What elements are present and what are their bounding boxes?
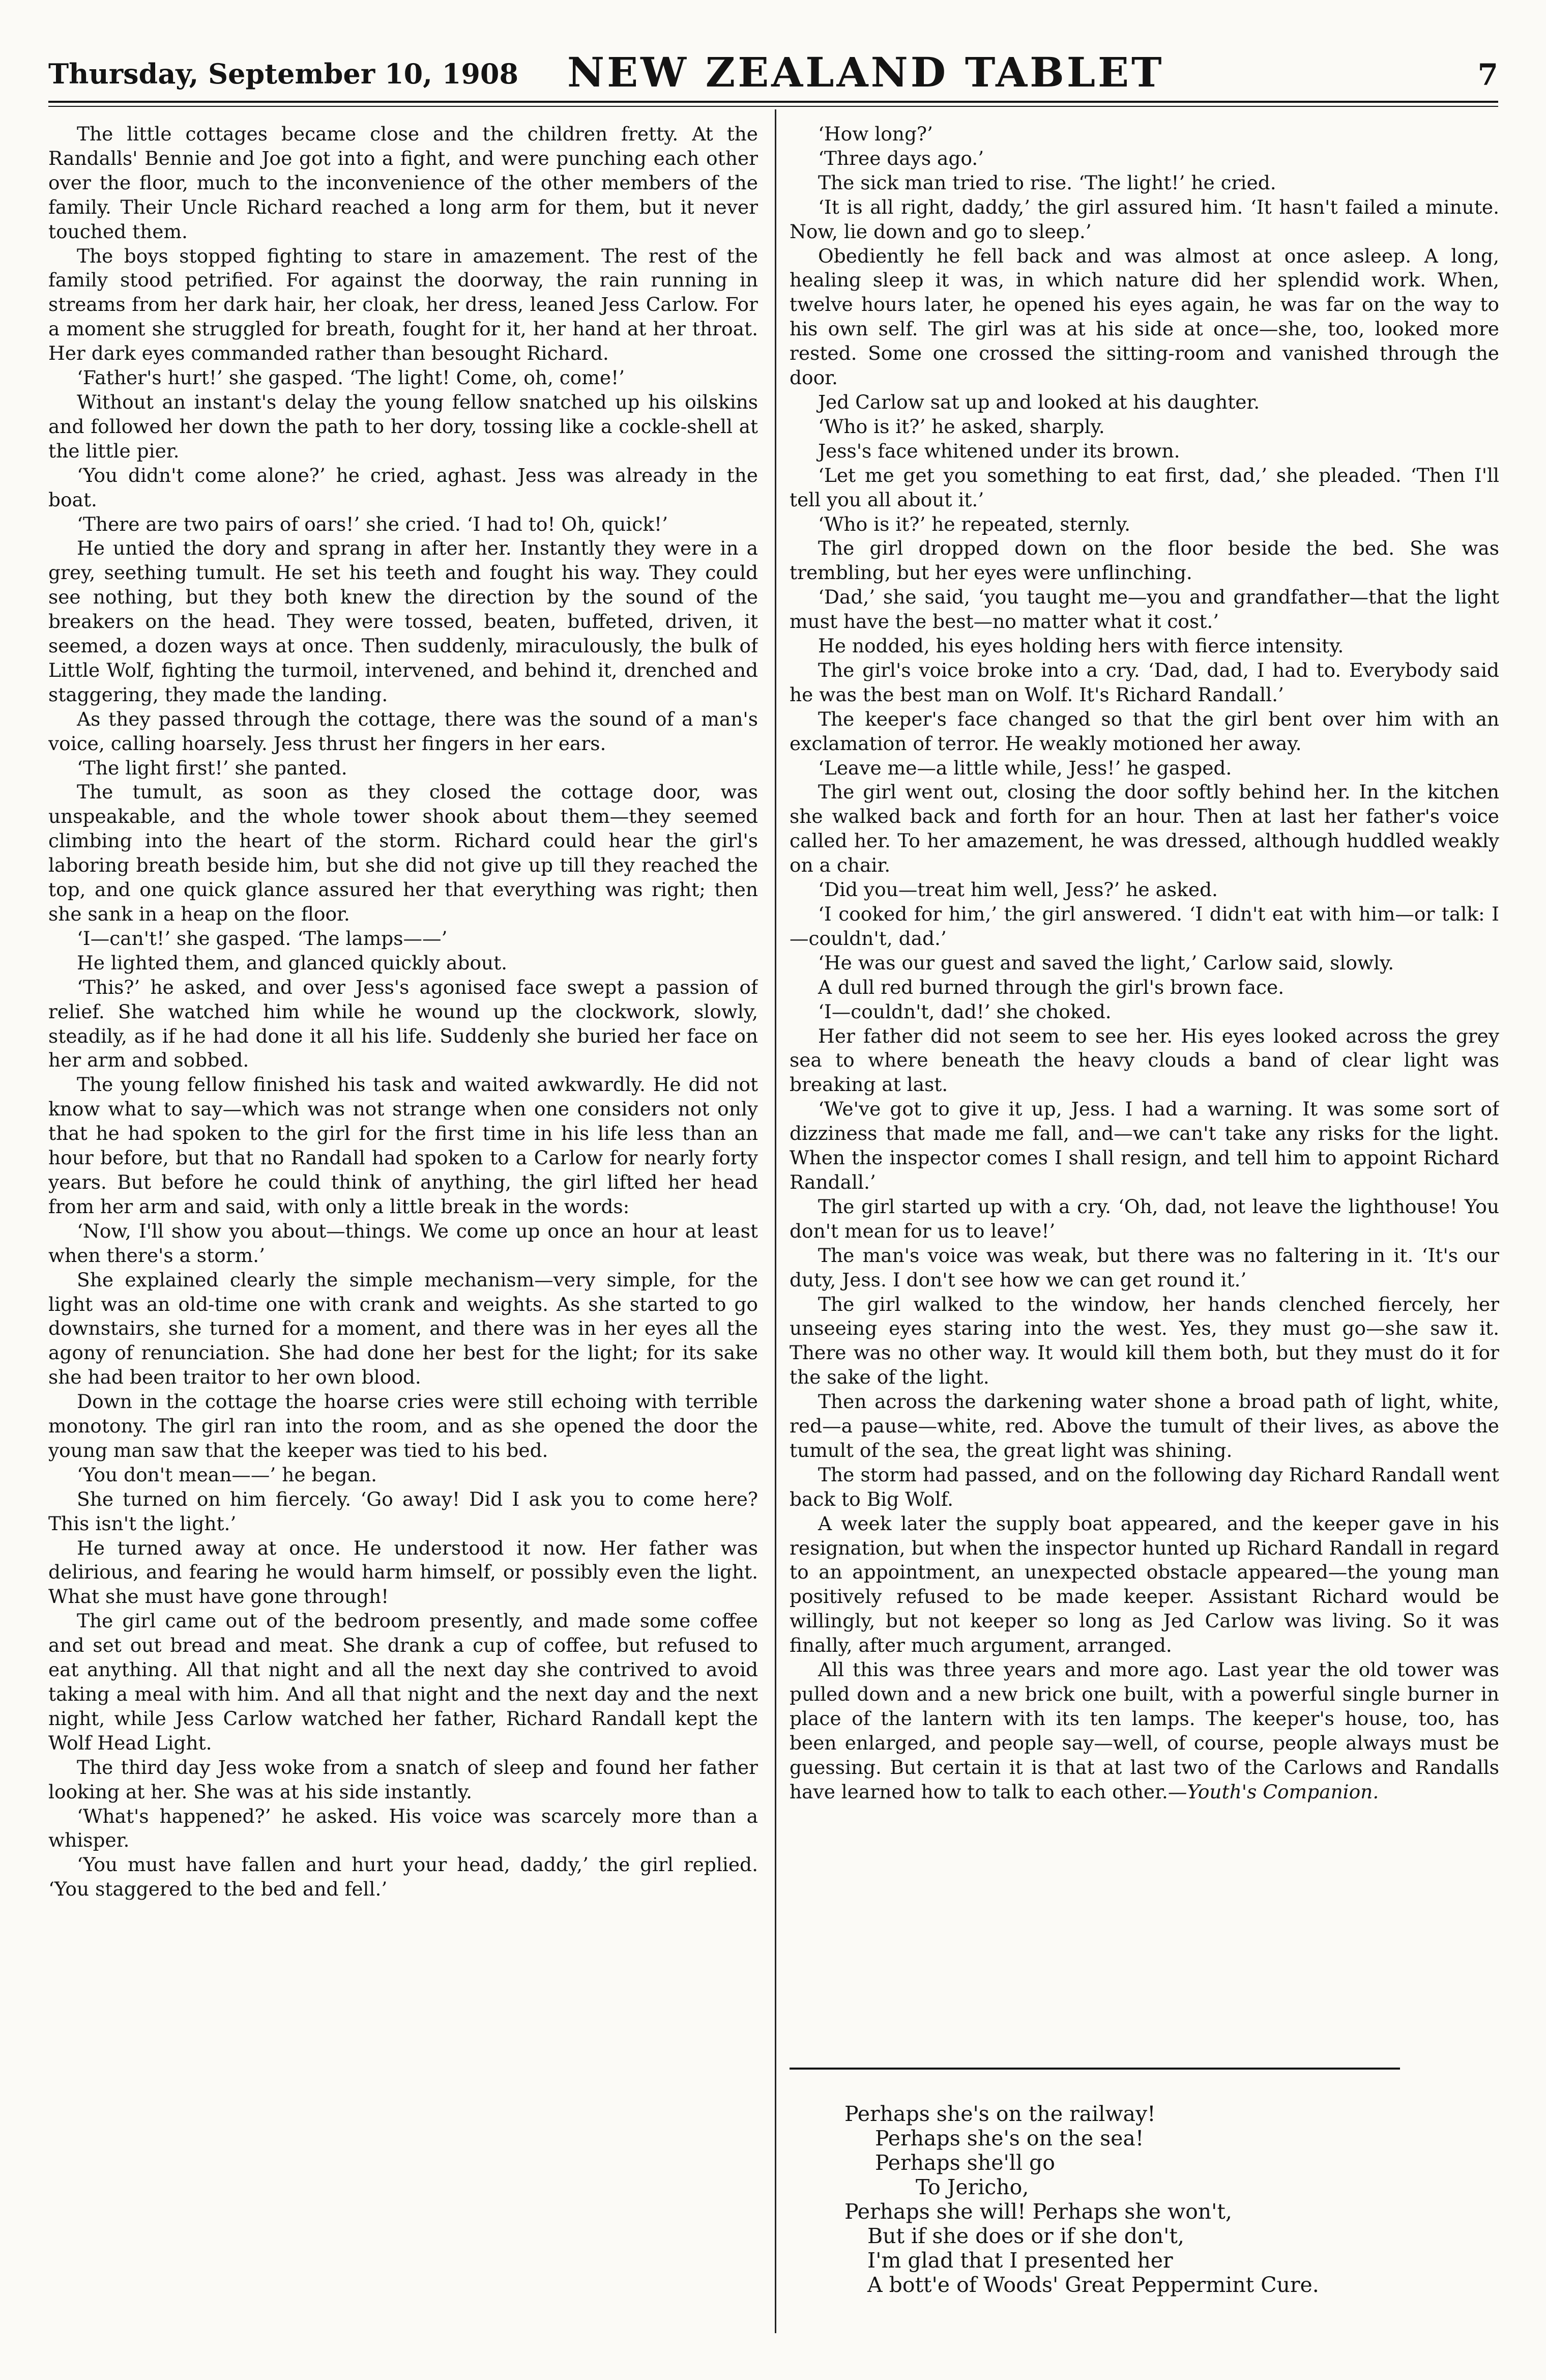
article-paragraph: The little cottages became close and the children fretty. At the Randalls' Bennie and Joe got into a fight, and were punching each other over the floor, much to the inconvenience of the other members of the family. Their Uncle Richard reached a long arm for them, but it never touched them. [48,123,758,243]
article-paragraph: The girl's voice broke into a cry. ‘Dad, dad, I had to. Everybody said he was the best man on Wolf. It's Richard Randall.’ [790,658,1499,706]
article-paragraph: The boys stopped fighting to stare in amazement. The rest of the family stood petrified. For against the doorway, the rain running in streams from her dark hair, her cloak, her dress, leaned Jess Carlow. For a moment she struggled for breath, fought for it, her hand at her throat. Her dark eyes commanded rather than besought Richard. [48,244,758,365]
article-paragraph: He untied the dory and sprang in after her. Instantly they were in a grey, seething tumult. He set his teeth and fought his way. They could see nothing, but they both knew the direction by the sound of the breakers on the head. They were tossed, beaten, buffeted, driven, it seemed, a dozen ways at once. Then suddenly, miraculously, the bulk of Little Wolf, fighting the turmoil, intervened, and behind it, drenched and staggering, they made the landing. [48,537,758,706]
article-paragraph: Without an instant's delay the young fellow snatched up his oilskins and followed her down the path to her dory, tossing like a cockle-shell at the little pier. [48,390,758,462]
article-paragraph: Down in the cottage the hoarse cries were still echoing with terrible monotony. The girl ran into the room, and as she opened the door the young man saw that the keeper was tied to his bed. [48,1390,758,1461]
article-paragraph: The girl started up with a cry. ‘Oh, dad, not leave the lighthouse! You don't mean for us to leave!’ [790,1195,1499,1242]
article-paragraph: The keeper's face changed so that the girl bent over him with an exclamation of terror. He weakly motioned her away. [790,707,1499,755]
column-divider [775,109,776,2333]
article-paragraph: The young fellow finished his task and waited awkwardly. He did not know what to say—which was not strange when one considers not only that he had spoken to the girl for the first time in his life less than an hour before, but that no Randall had spoken to a Carlow for nearly forty years. But before he could think of anything, the girl lifted her head from her arm and said, with only a little break in the words: [48,1073,758,1218]
article-paragraph: ‘You must have fallen and hurt your head, daddy,’ the girl replied. ‘You staggered to the bed and fell.’ [48,1853,758,1901]
article-paragraph: ‘Now, I'll show you about—things. We come up once an hour at least when there's a storm.’ [48,1219,758,1267]
article-source: —Youth's Companion. [1168,1780,1379,1803]
article-paragraph: ‘Dad,’ she said, ‘you taught me—you and grandfather—that the light must have the best—no matter what it cost.’ [790,586,1499,633]
issue-date: Thursday, September 10, 1908 [48,58,519,90]
article-paragraph: ‘You don't mean——’ he began. [77,1463,377,1486]
article-paragraph: She explained clearly the simple mechanism—very simple, for the light was an old-time one with crank and weights. As she started to go downstairs, she turned for a moment, and there was in her eyes all the agony of renunciation. She had done her best for the light; for its sake she had been traitor to her own blood. [48,1268,758,1389]
advertisement-separator [790,2068,1400,2070]
verse-line: A bott'e of Woods' Great Peppermint Cure. [867,2273,1319,2297]
advertisement-verse [844,2102,1455,2297]
verse-line: Perhaps she's on the railway! [844,2102,1156,2126]
article-paragraph: ‘What's happened?’ he asked. His voice was scarcely more than a whisper. [48,1804,758,1852]
page-header [48,48,1498,99]
article-paragraph: ‘The light first!’ she panted. [77,756,347,779]
article-paragraph: ‘This?’ he asked, and over Jess's agonised face swept a passion of relief. She watched him while he wound up the clockwork, slowly, steadily, as if he had done it all his life. Suddenly she buried her face on her arm and sobbed. [48,976,758,1072]
verse-line: But if she does or if she don't, [867,2224,1184,2248]
article-paragraph: He lighted them, and glanced quickly about. [77,951,508,974]
article-paragraph: The girl dropped down on the floor beside the bed. She was trembling, but her eyes were unflinching. [790,537,1499,584]
article-paragraph: All this was three years and more ago. Last year the old tower was pulled down and a new brick one built, with a powerful single burner in place of the lantern with its ten lamps. The keeper's house, too, has been enlarged, and people say—well, of course, people always must be guessing. But certain it is that at last two of the Carlows and Randalls have learned how to talk to each other.—Youth's Companion. [790,1658,1499,1803]
article-paragraph: ‘Who is it?’ he asked, sharply. [818,415,1105,438]
article-paragraph: ‘Leave me—a little while, Jess!’ he gasped. [818,756,1232,779]
left-column [48,122,758,2351]
article-paragraph: She turned on him fiercely. ‘Go away! Did I ask you to come here? This isn't the light.’ [48,1487,758,1535]
article-paragraph: The third day Jess woke from a snatch of sleep and found her father looking at her. She was at his side instantly. [48,1756,758,1803]
article-paragraph: ‘Let me get you something to eat first, dad,’ she pleaded. ‘Then I'll tell you all about it.’ [790,464,1499,511]
article-paragraph: ‘There are two pairs of oars!’ she cried. ‘I had to! Oh, quick!’ [77,512,668,535]
article-paragraph: Jess's face whitened under its brown. [818,439,1180,462]
article-paragraph: ‘I—couldn't, dad!’ she choked. [818,1000,1112,1023]
header-rule-thin [48,106,1498,107]
article-paragraph: ‘Did you—treat him well, Jess?’ he asked. [818,878,1218,901]
article-paragraph: ‘I—can't!’ she gasped. ‘The lamps——’ [77,927,448,950]
article-paragraph: He nodded, his eyes holding hers with fierce intensity. [818,635,1344,657]
verse-line: To Jericho, [916,2175,1029,2199]
article-paragraph: A dull red burned through the girl's brown face. [818,976,1285,998]
verse-line: Perhaps she'll go [875,2150,1055,2175]
article-paragraph: Jed Carlow sat up and looked at his daughter. [818,390,1260,413]
article-paragraph: ‘Who is it?’ he repeated, sternly. [818,512,1131,535]
article-paragraph: The girl walked to the window, her hands clenched fiercely, her unseeing eyes staring into the west. Yes, they must go—she saw it. There was no other way. It would kill them both, but they must do it for the sake of the light. [790,1293,1499,1389]
article-paragraph: The storm had passed, and on the following day Richard Randall went back to Big Wolf. [790,1463,1499,1510]
article-paragraph: A week later the supply boat appeared, and the keeper gave in his resignation, but when the inspector hunted up Richard Randall in regard to an appointment, an unexpected obstacle appeared—the young man positively refused to be made keeper. Assistant Richard would be willingly, but not keeper so long as Jed Carlow was living. So it was finally, after much argument, arranged. [790,1512,1499,1657]
article-paragraph: Obediently he fell back and was almost at once asleep. A long, healing sleep it was, in which nature did her splendid work. When, twelve hours later, he opened his eyes again, he was far on the way to his own self. The girl was at his side at once—she, too, looked more rested. Some one crossed the sitting-room and vanished through the door. [790,244,1499,389]
article-paragraph: The sick man tried to rise. ‘The light!’ he cried. [818,171,1276,194]
article-paragraph: ‘How long?’ [818,123,933,145]
article-paragraph: ‘I cooked for him,’ the girl answered. ‘I didn't eat with him—or talk: I—couldn't, dad.’ [790,903,1499,950]
article-paragraph: The man's voice was weak, but there was no faltering in it. ‘It's our duty, Jess. I don't see how we can get round it.’ [790,1244,1499,1291]
masthead-title: NEW ZEALAND TABLET [567,48,1164,96]
article-paragraph: Then across the darkening water shone a broad path of light, white, red—a pause—white, red. Above the tumult of their lives, as above the tumult of the sea, the great light was shining. [790,1390,1499,1461]
article-paragraph: ‘You didn't come alone?’ he cried, aghast. Jess was already in the boat. [48,464,758,511]
article-paragraph: He turned away at once. He understood it now. Her father was delirious, and fearing he would harm himself, or possibly even the light. What she must have gone through! [48,1536,758,1608]
header-rule [48,101,1498,103]
article-paragraph: ‘Father's hurt!’ she gasped. ‘The light! Come, oh, come!’ [77,366,625,389]
verse-line: Perhaps she will! Perhaps she won't, [844,2199,1232,2224]
article-paragraph: The tumult, as soon as they closed the cottage door, was unspeakable, and the whole tower shook about them—they seemed climbing into the heart of the storm. Richard could hear the girl's laboring breath beside him, but she did not give up till they reached the top, and one quick glance assured her that everything was right; then she sank in a heap on the floor. [48,781,758,925]
article-paragraph: ‘Three days ago.’ [818,147,984,169]
article-paragraph: As they passed through the cottage, there was the sound of a man's voice, calling hoarsely. Jess thrust her fingers in her ears. [48,707,758,755]
page-number: 7 [1477,58,1498,92]
article-paragraph: ‘We've got to give it up, Jess. I had a warning. It was some sort of dizziness that made me fall, and—we can't take any risks for the light. When the inspector comes I shall resign, and tell him to appoint Richard Randall.’ [790,1098,1499,1193]
verse-line: Perhaps she's on the sea! [875,2126,1144,2150]
article-paragraph: ‘He was our guest and saved the light,’ Carlow said, slowly. [818,951,1394,974]
article-paragraph: The girl went out, closing the door softly behind her. In the kitchen she walked back and forth for an hour. Then at last her father's voice called her. To her amazement, he was dressed, although huddled weakly on a chair. [790,781,1499,877]
article-paragraph: Her father did not seem to see her. His eyes looked across the grey sea to where beneath the heavy clouds a band of clear light was breaking at last. [790,1024,1499,1096]
right-column [790,122,1499,2351]
verse-line: I'm glad that I presented her [867,2248,1173,2273]
article-paragraph: ‘It is all right, daddy,’ the girl assured him. ‘It hasn't failed a minute. Now, lie down and go to sleep.’ [790,195,1499,243]
article-paragraph: The girl came out of the bedroom presently, and made some coffee and set out bread and meat. She drank a cup of coffee, but refused to eat anything. All that night and all the next day she contrived to avoid taking a meal with him. And all that night and the next day and the next night, while Jess Carlow watched her father, Richard Randall kept the Wolf Head Light. [48,1610,758,1754]
